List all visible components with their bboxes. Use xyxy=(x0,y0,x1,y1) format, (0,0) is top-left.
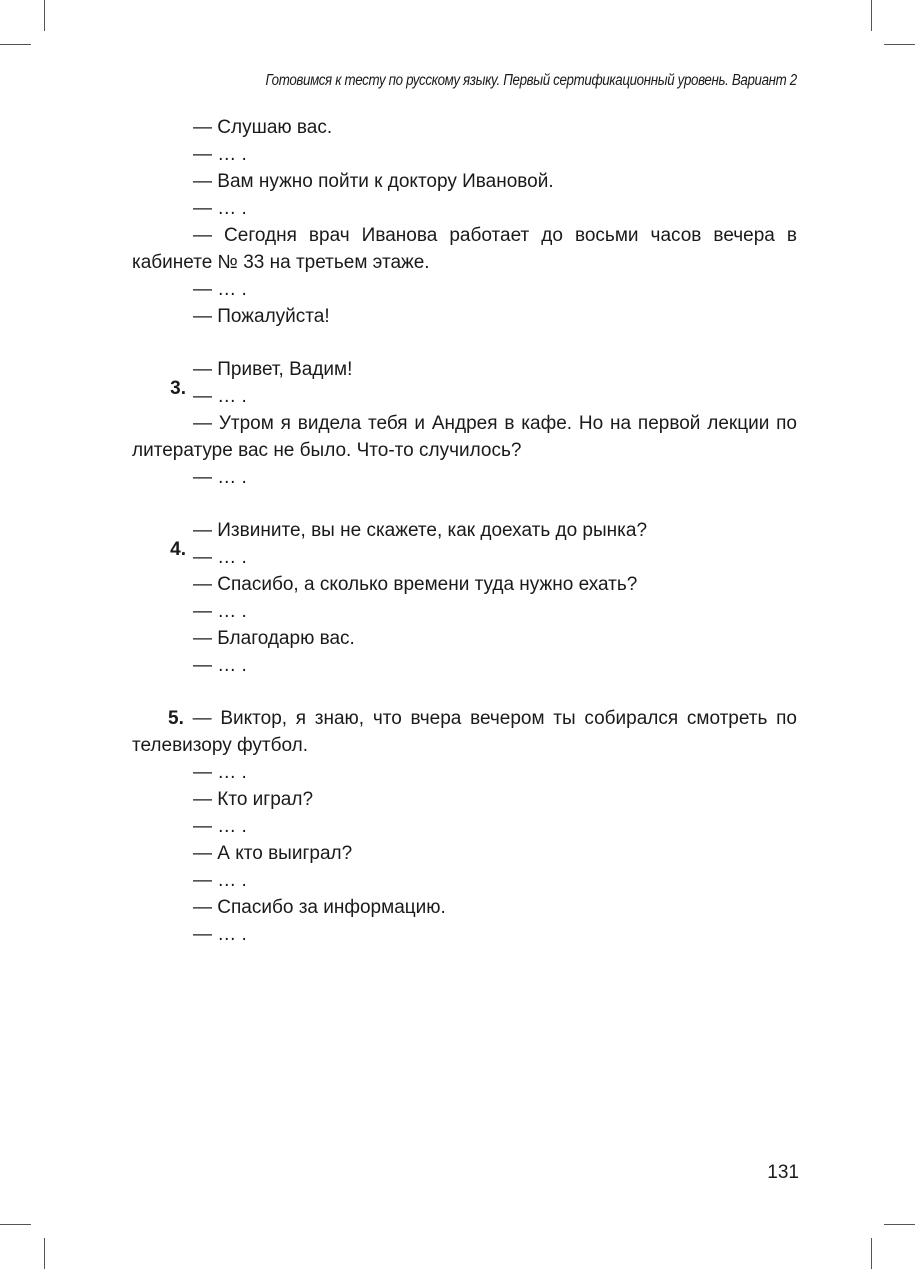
dialog-line: — … . xyxy=(193,816,247,837)
page-content xyxy=(132,114,797,948)
dialog-line: — … . xyxy=(193,467,247,488)
dialog-line: — … . xyxy=(193,924,247,945)
dialog-line: — … . xyxy=(193,547,247,568)
crop-mark xyxy=(871,0,872,31)
page-number: 131 xyxy=(767,1162,799,1183)
crop-mark xyxy=(0,44,31,45)
crop-mark xyxy=(884,1224,915,1225)
dialog-3 xyxy=(132,356,797,491)
dialog-4 xyxy=(132,517,797,679)
dialog-line: — … . xyxy=(193,870,247,891)
dialog-line: — Кто играл? xyxy=(193,789,314,810)
dialog-5 xyxy=(132,705,797,948)
dialog-line: — Утром я видела тебя и Андрея в кафе. Но на первой лекции по литературе вас не было. Что-то случилось? xyxy=(132,413,797,461)
dialog-line: 3. — Привет, Вадим! xyxy=(132,356,797,383)
running-head: Готовимся к тесту по русскому языку. Первый сертификационный уровень. Вариант 2 xyxy=(265,72,797,89)
dialog-number: 4. xyxy=(170,539,186,560)
dialog-line: — Спасибо, а сколько времени туда нужно ехать? xyxy=(193,574,638,595)
crop-mark xyxy=(884,44,915,45)
dialog-line: — А кто выиграл? xyxy=(193,843,353,864)
dialog-line: — Слушаю вас. xyxy=(193,117,333,138)
dialog-line: — Вам нужно пойти к доктору Ивановой. xyxy=(193,171,554,192)
dialog-line: — Спасибо за информацию. xyxy=(193,897,446,918)
dialog-continuation xyxy=(132,114,797,330)
dialog-line: — … . xyxy=(193,762,247,783)
dialog-line: — … . xyxy=(193,601,247,622)
dialog-line: — Благодарю вас. xyxy=(193,628,355,649)
dialog-line: 5. — Виктор, я знаю, что вчера вечером ты собирался смотреть по телевизору футбол. xyxy=(132,708,797,756)
dialog-number: 3. xyxy=(170,378,186,399)
crop-mark xyxy=(44,1238,45,1269)
dialog-number: 5. xyxy=(168,708,184,729)
crop-mark xyxy=(871,1238,872,1269)
crop-mark xyxy=(44,0,45,31)
dialog-line: — … . xyxy=(193,279,247,300)
dialog-line: 4. — Извините, вы не скажете, как доехать до рынка? xyxy=(132,517,797,544)
dialog-line: — … . xyxy=(193,386,247,407)
dialog-line: — … . xyxy=(193,198,247,219)
dialog-line: — Сегодня врач Иванова работает до восьми часов вечера в кабинете № 33 на третьем этаже. xyxy=(132,225,797,273)
dialog-line: — … . xyxy=(193,144,247,165)
dialog-line: — … . xyxy=(193,655,247,676)
dialog-line: — Пожалуйста! xyxy=(193,306,330,327)
crop-mark xyxy=(0,1224,31,1225)
